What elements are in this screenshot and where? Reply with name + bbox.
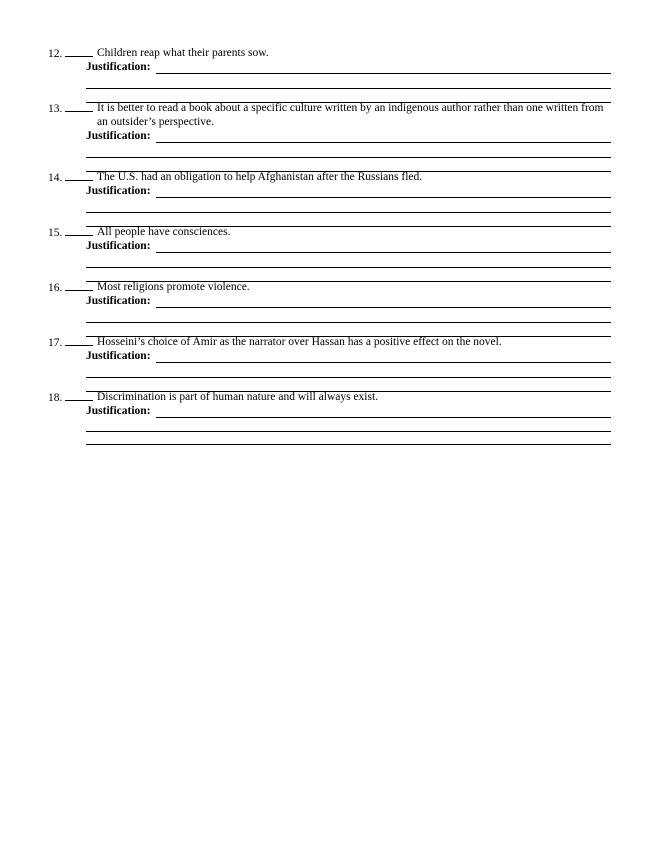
answer-blank[interactable]: [65, 46, 93, 57]
answer-blank[interactable]: [65, 280, 93, 291]
justification-row: [86, 184, 611, 198]
answer-line[interactable]: [86, 212, 611, 213]
answer-blank[interactable]: [65, 101, 93, 112]
justification-line[interactable]: [156, 307, 611, 308]
question-number: 18.: [48, 390, 93, 405]
question-statement: Most religions promote violence.: [97, 281, 250, 293]
answer-blank[interactable]: [65, 170, 93, 181]
justification-row: [86, 239, 611, 253]
question-number: 16.: [48, 280, 93, 295]
question-number: 17.: [48, 335, 93, 350]
question-number: 12.: [48, 46, 93, 61]
question-number: 14.: [48, 170, 93, 185]
answer-line[interactable]: [86, 88, 611, 89]
answer-blank[interactable]: [65, 390, 93, 401]
justification-line[interactable]: [156, 362, 611, 363]
justification-line[interactable]: [156, 252, 611, 253]
justification-row: [86, 404, 611, 418]
justification-label: Justification:: [86, 185, 151, 197]
answer-line[interactable]: [86, 431, 611, 432]
justification-line[interactable]: [156, 417, 611, 418]
justification-label: Justification:: [86, 61, 151, 73]
justification-row: [86, 129, 611, 143]
question-number: 15.: [48, 225, 93, 240]
justification-row: [86, 349, 611, 363]
answer-blank[interactable]: [65, 335, 93, 346]
answer-line[interactable]: [86, 377, 611, 378]
question-statement: The U.S. had an obligation to help Afghanistan after the Russians fled.: [97, 171, 423, 183]
justification-line[interactable]: [156, 197, 611, 198]
answer-line[interactable]: [86, 267, 611, 268]
justification-row: [86, 294, 611, 308]
question-statement: All people have consciences.: [97, 226, 231, 238]
justification-label: Justification:: [86, 295, 151, 307]
justification-label: Justification:: [86, 405, 151, 417]
answer-line[interactable]: [86, 444, 611, 445]
justification-label: Justification:: [86, 350, 151, 362]
question-number: 13.: [48, 101, 93, 116]
justification-line[interactable]: [156, 142, 611, 143]
answer-blank[interactable]: [65, 225, 93, 236]
justification-line[interactable]: [156, 73, 611, 74]
question-statement: Children reap what their parents sow.: [97, 47, 269, 59]
justification-row: [86, 60, 611, 74]
answer-line[interactable]: [86, 322, 611, 323]
question-statement: Discrimination is part of human nature and will always exist.: [97, 391, 379, 403]
justification-label: Justification:: [86, 130, 151, 142]
question-statement: Hosseini’s choice of Amir as the narrator over Hassan has a positive effect on the novel.: [97, 336, 502, 348]
justification-label: Justification:: [86, 240, 151, 252]
answer-line[interactable]: [86, 157, 611, 158]
question-statement: It is better to read a book about a specific culture written by an indigenous author rather than one written from an outsider’s perspective.: [97, 102, 604, 128]
